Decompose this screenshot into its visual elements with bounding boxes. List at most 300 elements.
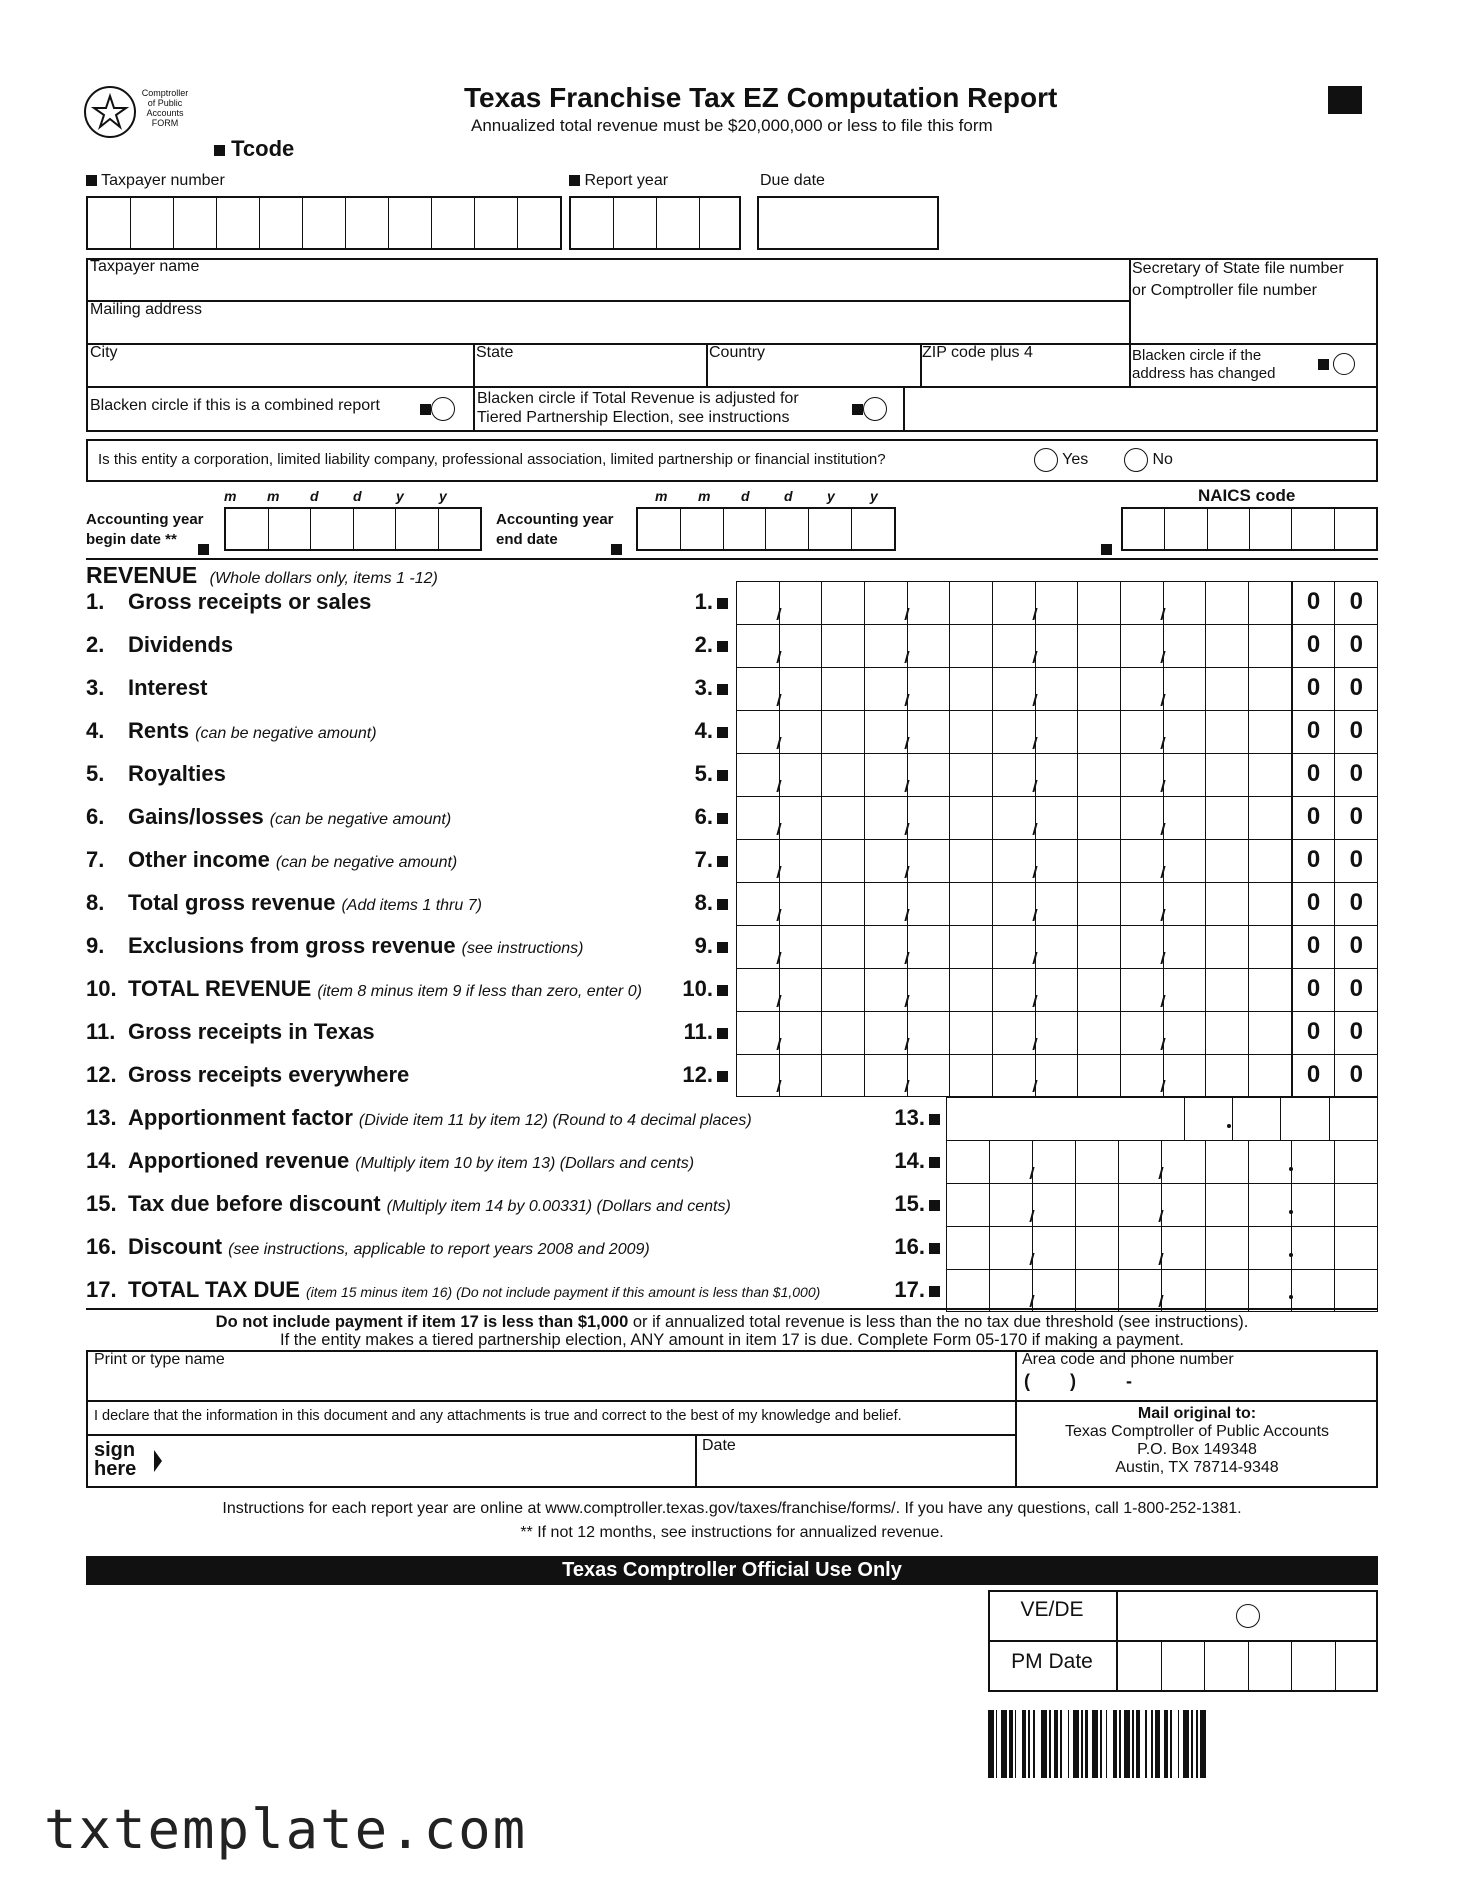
city-label: City <box>90 344 118 361</box>
digit-cell <box>949 582 992 624</box>
state-label: State <box>476 344 514 361</box>
digit-cell: 0 <box>1291 754 1335 796</box>
combined-report-toggle[interactable] <box>420 397 455 421</box>
due-date-label: Due date <box>760 172 825 189</box>
digit-cell: 0 <box>1334 1055 1378 1096</box>
revenue-amount-field[interactable] <box>736 667 1378 710</box>
required-marker-icon <box>198 541 209 559</box>
required-marker-icon <box>717 598 728 609</box>
digit-cell <box>1161 1141 1204 1183</box>
revenue-amount-field[interactable] <box>736 581 1378 624</box>
digit-cell: 0 <box>1291 1055 1335 1096</box>
digit-cell <box>1163 711 1206 753</box>
digit-cell <box>1118 1270 1161 1311</box>
revenue-amount-field[interactable] <box>736 882 1378 925</box>
required-marker-icon <box>717 684 728 695</box>
revenue-item-label: 8. Total gross revenue (Add items 1 thru 7) <box>86 890 482 915</box>
digit-cell <box>1291 1270 1334 1311</box>
digit-cell <box>864 840 907 882</box>
revenue-item-label: 3. Interest <box>86 675 208 700</box>
revenue-item-ref: 3. <box>660 675 728 701</box>
digit-cell <box>779 840 822 882</box>
required-marker-icon <box>929 1286 940 1297</box>
digit-cell <box>992 625 1035 667</box>
radio-circle-icon <box>1124 448 1148 472</box>
texas-seal-logo <box>84 86 136 138</box>
barcode-bar <box>1206 1710 1210 1778</box>
digit-cell <box>907 883 950 925</box>
digit-cell <box>1248 1055 1291 1096</box>
tax-item-label: 13. Apportionment factor (Divide item 11 by item 12) (Round to 4 decimal places) <box>86 1105 752 1130</box>
digit-cell <box>736 754 779 796</box>
digit-cell <box>736 969 779 1011</box>
digit-cell <box>907 840 950 882</box>
digit-cell <box>736 883 779 925</box>
accounting-begin-label: Accounting year begin date ** <box>86 511 204 548</box>
phone-label: Area code and phone number <box>1022 1351 1234 1368</box>
tax-amount-field[interactable] <box>946 1269 1378 1312</box>
digit-cell <box>1118 1141 1161 1183</box>
required-marker-icon <box>420 404 431 415</box>
digit-cell <box>1248 969 1291 1011</box>
divider <box>86 300 1130 302</box>
date-field[interactable] <box>700 1456 1010 1484</box>
date-format-letters: m m d d y y <box>224 488 447 504</box>
digit-cell <box>1248 1184 1291 1226</box>
taxpayer-name-label: Taxpayer name <box>90 258 200 275</box>
digit-cell: 0 <box>1291 840 1335 882</box>
digit-cell <box>992 754 1035 796</box>
digit-cell <box>1035 1055 1078 1096</box>
digit-cell <box>1077 840 1120 882</box>
page-subtitle: Annualized total revenue must be $20,000,000 or less to file this form <box>471 116 993 135</box>
entity-yes-option[interactable]: Yes <box>1034 448 1088 472</box>
digit-cell <box>1248 1141 1291 1183</box>
tiered-partnership-toggle[interactable] <box>852 397 887 421</box>
required-marker-icon <box>717 942 728 953</box>
digit-cell <box>736 797 779 839</box>
digit-cell <box>1232 1098 1280 1140</box>
revenue-item-ref: 8. <box>660 890 728 916</box>
digit-cell <box>736 1055 779 1096</box>
digit-cell <box>946 1141 989 1183</box>
digit-cell <box>864 625 907 667</box>
digit-cell <box>1075 1227 1118 1269</box>
digit-cell <box>1077 797 1120 839</box>
required-marker-icon <box>717 899 728 910</box>
digit-cell <box>779 883 822 925</box>
required-marker-icon <box>929 1243 940 1254</box>
corner-mark <box>1328 86 1362 114</box>
digit-cell <box>779 668 822 710</box>
digit-cell <box>779 797 822 839</box>
digit-cell <box>779 754 822 796</box>
digit-cell <box>1120 668 1163 710</box>
divider <box>86 1400 1378 1402</box>
official-use-banner: Texas Comptroller Official Use Only <box>86 1556 1378 1585</box>
required-marker-icon <box>929 1157 940 1168</box>
required-marker-icon <box>717 985 728 996</box>
tax-item-label: 15. Tax due before discount (Multiply item 14 by 0.00331) (Dollars and cents) <box>86 1191 731 1216</box>
revenue-item-ref: 7. <box>660 847 728 873</box>
digit-cell <box>949 711 992 753</box>
digit-cell <box>1120 1012 1163 1054</box>
digit-cell <box>779 1012 822 1054</box>
watermark: txtemplate.com <box>44 1798 528 1861</box>
digit-cell <box>1120 883 1163 925</box>
revenue-item-label: 9. Exclusions from gross revenue (see instructions) <box>86 933 584 958</box>
divider <box>86 1434 1016 1436</box>
digit-cell: 0 <box>1334 926 1378 968</box>
digit-cell <box>949 840 992 882</box>
digit-cell <box>1205 1227 1248 1269</box>
digit-cell <box>1120 969 1163 1011</box>
tax-amount-field[interactable] <box>946 1140 1378 1183</box>
revenue-item-ref: 4. <box>660 718 728 744</box>
digit-cell <box>1205 1141 1248 1183</box>
naics-code-field[interactable] <box>1121 507 1378 551</box>
digit-cell <box>736 668 779 710</box>
digit-cell <box>949 883 992 925</box>
digit-cell: 0 <box>1291 926 1335 968</box>
digit-cell <box>1035 625 1078 667</box>
digit-cell <box>1163 926 1206 968</box>
entity-no-option[interactable]: No <box>1124 448 1173 472</box>
digit-cell <box>1248 926 1291 968</box>
digit-cell <box>907 1055 950 1096</box>
date-label: Date <box>702 1437 736 1454</box>
digit-cell <box>1077 582 1120 624</box>
radio-circle-icon <box>863 397 887 421</box>
date-format-letters: m m d d y y <box>655 488 878 504</box>
digit-cell <box>1118 1184 1161 1226</box>
revenue-item-label: 1. Gross receipts or sales <box>86 589 372 614</box>
digit-cell <box>1163 668 1206 710</box>
revenue-item-label: 12. Gross receipts everywhere <box>86 1062 410 1087</box>
digit-cell <box>821 711 864 753</box>
divider <box>86 386 1378 388</box>
revenue-amount-field[interactable] <box>736 925 1378 968</box>
revenue-amount-field[interactable] <box>736 753 1378 796</box>
divider <box>86 558 1378 560</box>
digit-cell <box>992 1012 1035 1054</box>
digit-cell <box>864 883 907 925</box>
digit-cell <box>1077 625 1120 667</box>
revenue-heading: REVENUE (Whole dollars only, items 1 -12) <box>86 562 438 588</box>
digit-cell <box>1205 625 1248 667</box>
instructions-text: Instructions for each report year are online at www.comptroller.texas.gov/taxes/franchise/forms/. If you have any questions, call 1-800-252-1381. <box>222 1500 1242 1517</box>
combined-report-label: Blacken circle if this is a combined report <box>90 397 380 414</box>
divider <box>706 343 708 386</box>
mailing-address-label: Mailing address <box>90 301 203 318</box>
digit-cell <box>946 1098 1184 1140</box>
accounting-end-date-field[interactable] <box>636 507 896 551</box>
tax-amount-field[interactable] <box>946 1183 1378 1226</box>
digit-cell <box>1248 754 1291 796</box>
digit-cell <box>1163 1055 1206 1096</box>
digit-cell: 0 <box>1291 582 1335 624</box>
digit-cell <box>1291 1141 1334 1183</box>
digit-cell <box>1205 969 1248 1011</box>
digit-cell <box>1248 797 1291 839</box>
digit-cell <box>779 711 822 753</box>
digit-cell <box>736 926 779 968</box>
required-marker-icon <box>717 727 728 738</box>
tiered-partnership-label: Blacken circle if Total Revenue is adjusted for Tiered Partnership Election, see instructions <box>477 390 799 426</box>
pm-date-grid <box>1118 1642 1378 1692</box>
digit-cell <box>1120 1055 1163 1096</box>
digit-cell <box>1329 1098 1378 1140</box>
digit-cell <box>1248 1270 1291 1311</box>
revenue-item-ref: 5. <box>660 761 728 787</box>
digit-cell <box>1120 582 1163 624</box>
required-marker-icon <box>717 641 728 652</box>
digit-cell <box>821 883 864 925</box>
divider <box>473 386 475 432</box>
annualized-note: ** If not 12 months, see instructions for annualized revenue. <box>520 1524 944 1541</box>
decimal-point-icon <box>1289 1253 1293 1257</box>
required-marker-icon <box>86 175 97 186</box>
tax-item-label: 17. TOTAL TAX DUE (item 15 minus item 16) (Do not include payment if this amount is less than $1,000) <box>86 1277 821 1302</box>
digit-cell <box>992 582 1035 624</box>
digit-cell <box>1035 797 1078 839</box>
report-year-field[interactable] <box>569 196 741 250</box>
digit-cell <box>1291 1227 1334 1269</box>
report-year-label: Report year <box>569 172 668 190</box>
digit-cell <box>1032 1184 1075 1226</box>
digit-cell <box>949 1055 992 1096</box>
digit-cell <box>1205 1055 1248 1096</box>
decimal-point-icon <box>1289 1295 1293 1299</box>
accounting-end-label: Accounting year end date <box>496 511 614 548</box>
digit-cell <box>821 668 864 710</box>
digit-cell: 0 <box>1334 668 1378 710</box>
divider <box>86 1308 1378 1310</box>
digit-cell <box>1035 926 1078 968</box>
radio-circle-icon <box>1034 448 1058 472</box>
digit-cell <box>1161 1184 1204 1226</box>
digit-cell <box>1120 711 1163 753</box>
digit-cell <box>1205 1184 1248 1226</box>
digit-cell <box>1077 711 1120 753</box>
digit-cell <box>1075 1141 1118 1183</box>
digit-cell <box>1205 883 1248 925</box>
sos-file-label: Secretary of State file number or Comptroller file number <box>1132 260 1344 299</box>
digit-cell <box>907 625 950 667</box>
required-marker-icon <box>717 1071 728 1082</box>
signature-field[interactable] <box>170 1438 690 1484</box>
digit-cell <box>1032 1141 1075 1183</box>
decimal-point-icon <box>1289 1210 1293 1214</box>
vede-label: VE/DE <box>1020 1598 1084 1621</box>
tax-item-ref: 15. <box>868 1191 940 1217</box>
digit-cell <box>1120 625 1163 667</box>
digit-cell <box>821 969 864 1011</box>
due-date-field[interactable] <box>757 196 939 250</box>
digit-cell: 0 <box>1291 797 1335 839</box>
required-marker-icon <box>1318 359 1329 370</box>
digit-cell <box>1120 797 1163 839</box>
revenue-item-label: 7. Other income (can be negative amount) <box>86 847 458 872</box>
digit-cell <box>864 926 907 968</box>
digit-cell <box>821 926 864 968</box>
digit-cell <box>1248 840 1291 882</box>
revenue-item-label: 6. Gains/losses (can be negative amount) <box>86 804 452 829</box>
digit-cell: 0 <box>1291 625 1335 667</box>
accounting-begin-date-field[interactable] <box>224 507 482 551</box>
digit-cell <box>1035 840 1078 882</box>
digit-cell <box>864 797 907 839</box>
digit-cell: 0 <box>1291 969 1335 1011</box>
digit-cell <box>1161 1270 1204 1311</box>
digit-cell <box>1248 711 1291 753</box>
digit-cell <box>1163 883 1206 925</box>
digit-cell <box>1077 969 1120 1011</box>
star-icon <box>86 88 134 136</box>
digit-cell <box>1077 1055 1120 1096</box>
digit-cell <box>992 1055 1035 1096</box>
digit-cell <box>949 969 992 1011</box>
digit-cell <box>864 1012 907 1054</box>
digit-cell <box>1205 1012 1248 1054</box>
address-changed-toggle[interactable] <box>1318 353 1355 375</box>
agency-name: Comptroller of Public Accounts FORM <box>141 88 189 128</box>
revenue-amount-field[interactable] <box>736 1054 1378 1097</box>
digit-cell <box>989 1227 1032 1269</box>
digit-cell <box>992 668 1035 710</box>
required-marker-icon <box>717 856 728 867</box>
digit-cell <box>779 582 822 624</box>
digit-cell: 0 <box>1334 625 1378 667</box>
digit-cell <box>907 582 950 624</box>
divider <box>473 343 475 386</box>
digit-cell <box>1075 1270 1118 1311</box>
revenue-amount-field[interactable] <box>736 796 1378 839</box>
digit-cell <box>1032 1270 1075 1311</box>
revenue-amount-field[interactable] <box>736 710 1378 753</box>
digit-cell <box>1035 969 1078 1011</box>
revenue-item-ref: 9. <box>660 933 728 959</box>
digit-cell <box>1205 1270 1248 1311</box>
digit-cell <box>1163 582 1206 624</box>
revenue-amount-field[interactable] <box>736 1011 1378 1054</box>
digit-cell <box>821 1055 864 1096</box>
required-marker-icon <box>214 145 225 156</box>
digit-cell <box>1334 1184 1378 1226</box>
revenue-amount-field[interactable] <box>736 968 1378 1011</box>
digit-cell <box>1163 969 1206 1011</box>
required-marker-icon <box>717 770 728 781</box>
digit-cell <box>1334 1270 1378 1311</box>
digit-cell <box>1248 1227 1291 1269</box>
digit-cell <box>779 926 822 968</box>
required-marker-icon <box>929 1200 940 1211</box>
digit-cell <box>864 711 907 753</box>
digit-cell <box>736 840 779 882</box>
zip-label: ZIP code plus 4 <box>922 344 1033 361</box>
digit-cell <box>1161 1227 1204 1269</box>
digit-cell <box>949 926 992 968</box>
digit-cell <box>1334 1227 1378 1269</box>
address-changed-label: Blacken circle if the address has changed <box>1132 347 1276 382</box>
required-marker-icon <box>611 541 622 559</box>
revenue-item-ref: 2. <box>660 632 728 658</box>
digit-cell <box>949 625 992 667</box>
digit-cell <box>992 797 1035 839</box>
digit-cell <box>989 1184 1032 1226</box>
tax-amount-field[interactable] <box>946 1226 1378 1269</box>
digit-cell <box>779 625 822 667</box>
country-label: Country <box>709 344 766 361</box>
digit-cell <box>1205 711 1248 753</box>
digit-cell <box>864 668 907 710</box>
revenue-amount-field[interactable] <box>736 839 1378 882</box>
print-name-label: Print or type name <box>94 1351 225 1368</box>
revenue-item-ref: 10. <box>660 976 728 1002</box>
tax-item-ref: 14. <box>868 1148 940 1174</box>
phone-field[interactable]: ( ) - <box>1024 1371 1132 1391</box>
apportionment-factor-field[interactable] <box>946 1097 1378 1140</box>
digit-cell <box>946 1270 989 1311</box>
taxpayer-number-field[interactable] <box>86 196 562 250</box>
divider <box>695 1434 697 1488</box>
digit-cell <box>1280 1098 1328 1140</box>
digit-cell: 0 <box>1291 668 1335 710</box>
digit-cell <box>1035 754 1078 796</box>
digit-cell: 0 <box>1291 1012 1335 1054</box>
digit-cell <box>907 797 950 839</box>
digit-cell <box>946 1184 989 1226</box>
digit-cell <box>1291 1184 1334 1226</box>
digit-cell <box>907 668 950 710</box>
digit-cell <box>1334 1141 1378 1183</box>
revenue-item-label: 2. Dividends <box>86 632 234 657</box>
digit-cell <box>949 1012 992 1054</box>
digit-cell <box>1035 668 1078 710</box>
tax-item-label: 14. Apportioned revenue (Multiply item 10 by item 13) (Dollars and cents) <box>86 1148 695 1173</box>
digit-cell: 0 <box>1334 840 1378 882</box>
digit-cell <box>907 969 950 1011</box>
digit-cell <box>821 840 864 882</box>
taxpayer-name-field[interactable] <box>88 276 1128 300</box>
digit-cell <box>821 625 864 667</box>
digit-cell <box>1163 754 1206 796</box>
digit-cell <box>1077 883 1120 925</box>
digit-cell <box>779 1055 822 1096</box>
digit-cell <box>1248 625 1291 667</box>
mailing-address-field[interactable] <box>88 318 1128 342</box>
taxpayer-number-label: Taxpayer number <box>86 172 225 190</box>
digit-cell <box>1035 711 1078 753</box>
divider <box>903 386 905 432</box>
print-name-field[interactable] <box>90 1370 1010 1398</box>
digit-cell <box>1077 668 1120 710</box>
digit-cell <box>1163 625 1206 667</box>
digit-cell <box>821 754 864 796</box>
digit-cell <box>1120 754 1163 796</box>
digit-cell: 0 <box>1334 582 1378 624</box>
digit-cell: 0 <box>1334 754 1378 796</box>
digit-cell <box>992 969 1035 1011</box>
revenue-amount-field[interactable] <box>736 624 1378 667</box>
required-marker-icon <box>852 404 863 415</box>
arrow-right-icon <box>154 1450 162 1472</box>
digit-cell <box>1205 840 1248 882</box>
digit-cell <box>1077 926 1120 968</box>
digit-cell <box>1120 926 1163 968</box>
pm-date-label: PM Date <box>1011 1650 1093 1673</box>
digit-cell <box>989 1270 1032 1311</box>
